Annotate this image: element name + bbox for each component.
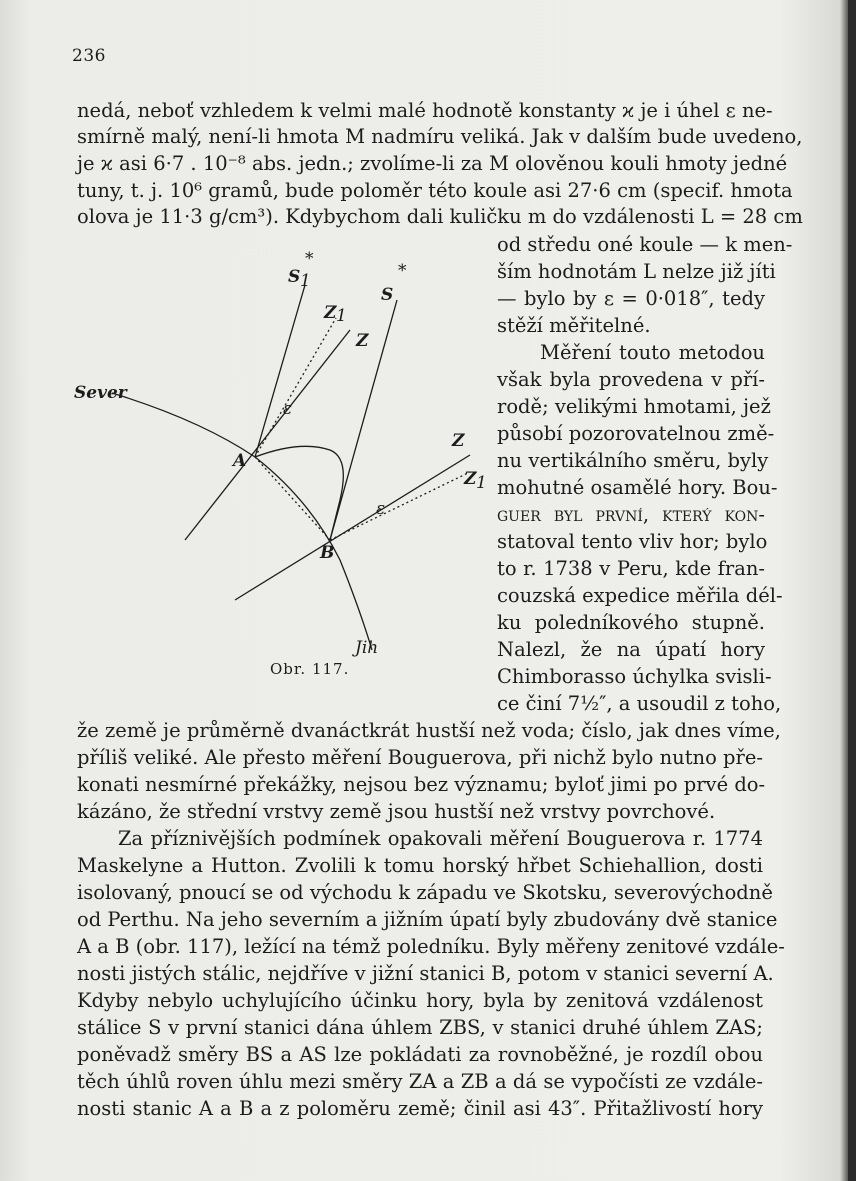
star-icon: * bbox=[305, 249, 314, 269]
text-line: poněvadž směry BS a AS lze pokládati za rovnoběžné, je rozdíl obou bbox=[77, 1043, 763, 1066]
column-text-line: statoval tento vliv hor; bylo bbox=[497, 530, 768, 553]
text-line: že země je průměrně dvanáctkrát hustší než voda; číslo, jak dnes víme, bbox=[77, 719, 781, 742]
text-line: olova je 11·3 g/cm³). Kdybychom dali kuličku m do vzdálenosti L = 28 cm bbox=[77, 205, 803, 228]
text-line: A a B (obr. 117), ležící na témž poledníku. Byly měřeny zenitové vzdále- bbox=[77, 935, 785, 958]
text-line: konati nesmírné překážky, nejsou bez významu; byloť jimi po prvé do- bbox=[77, 773, 766, 796]
text-line: je ϰ asi 6·7 . 10⁻⁸ abs. jedn.; zvolíme-li za M olověnou kouli hmoty jedné bbox=[77, 152, 788, 175]
column-text-line: Nalezl, že na úpatí hory bbox=[497, 638, 765, 661]
text-line: Za příznivějších podmínek opakovali měření Bouguerova r. 1774 bbox=[118, 827, 763, 850]
text-line: příliš veliké. Ale přesto měření Bouguerova, při nichž bylo nutno pře- bbox=[77, 746, 763, 769]
text-line: těch úhlů roven úhlu mezi směry ZA a ZB a dá se vypočísti ze vzdále- bbox=[77, 1070, 763, 1093]
text-line: isolovaný, pnoucí se od východu k západu ve Skotsku, severovýchodně bbox=[77, 881, 773, 904]
label-sever: Sever bbox=[74, 383, 127, 403]
text-line: tuny, t. j. 10⁶ gramů, bude poloměr této koule asi 27·6 cm (specif. hmota bbox=[77, 179, 793, 202]
label-S1: S bbox=[288, 267, 301, 287]
column-text-line: Měření touto metodou bbox=[540, 341, 765, 364]
column-text-line: však byla provedena v pří- bbox=[497, 368, 765, 391]
label-Z1-right-sub: 1 bbox=[476, 473, 487, 493]
column-text-line: nu vertikálního směru, byly bbox=[497, 449, 769, 472]
label-B: B bbox=[320, 543, 335, 563]
column-text-line: rodě; velikými hmotami, jež bbox=[497, 395, 771, 418]
column-text-line: couzská expedice měřila dél- bbox=[497, 584, 783, 607]
column-text-line: guer byl první, který kon- bbox=[497, 503, 765, 526]
column-text-line: — bylo by ε = 0·018″, tedy bbox=[497, 287, 765, 310]
figure-caption: Obr. 117. bbox=[270, 660, 350, 678]
column-text-line: ším hodnotám L nelze již jíti bbox=[497, 260, 776, 283]
column-text-line: působí pozorovatelnou změ- bbox=[497, 422, 775, 445]
mountain-profile bbox=[255, 446, 343, 540]
ray-A-S1 bbox=[255, 285, 305, 457]
text-line: smírně malý, není-li hmota M nadmíru veliká. Jak v dalším bude uvedeno, bbox=[77, 125, 803, 148]
text-line: kázáno, že střední vrstvy země jsou hustší než vrstvy povrchové. bbox=[77, 800, 716, 823]
label-jih: Jih bbox=[355, 638, 379, 658]
meridian-curve bbox=[112, 393, 372, 650]
column-text-line: Chimborasso úchylka svisli- bbox=[497, 665, 772, 688]
column-text-line: ce činí 7½″, a usoudil z toho, bbox=[497, 692, 782, 715]
text-line: nosti jistých stálic, nejdříve v jižní stanici B, potom v stanici severní A. bbox=[77, 962, 774, 985]
column-text-line: mohutné osamělé hory. Bou- bbox=[497, 476, 778, 499]
text-line: nosti stanic A a B a z poloměru země; činil asi 43″. Přitažlivostí hory bbox=[77, 1097, 763, 1120]
horizon-B bbox=[235, 455, 470, 600]
label-Z1-top-sub: 1 bbox=[336, 306, 347, 326]
label-epsilon-A: ε bbox=[283, 399, 293, 419]
label-Z1-top: Z bbox=[324, 303, 337, 323]
chord-A-B bbox=[255, 457, 330, 540]
zenith-B-dotted bbox=[330, 472, 470, 540]
text-line: Maskelyne a Hutton. Zvolili k tomu horský hřbet Schiehallion, dosti bbox=[77, 854, 763, 877]
label-S: S bbox=[381, 285, 394, 305]
label-Z-top: Z bbox=[356, 331, 369, 351]
label-epsilon-B: ε bbox=[376, 499, 386, 519]
column-text-line: ku poledníkového stupně. bbox=[497, 611, 765, 634]
column-text-line: stěží měřitelné. bbox=[497, 314, 651, 337]
label-Z1-right: Z bbox=[464, 469, 477, 489]
label-A: A bbox=[233, 451, 247, 471]
label-S1-sub: 1 bbox=[300, 271, 311, 291]
column-text-line: od středu oné koule — k men- bbox=[497, 233, 793, 256]
label-Z-right: Z bbox=[452, 431, 465, 451]
page-number: 236 bbox=[72, 46, 106, 66]
text-line: Kdyby nebylo uchylujícího účinku hory, byla by zenitová vzdálenost bbox=[77, 989, 763, 1012]
text-line: nedá, neboť vzhledem k velmi malé hodnotě konstanty ϰ je i úhel ε ne- bbox=[77, 99, 773, 122]
text-line: stálice S v první stanici dána úhlem ZBS, v stanici druhé úhlem ZAS; bbox=[77, 1016, 763, 1039]
text-line: od Perthu. Na jeho severním a jižním úpatí byly zbudovány dvě stanice bbox=[77, 908, 778, 931]
column-text-line: to r. 1738 v Peru, kde fran- bbox=[497, 557, 765, 580]
star-icon: * bbox=[398, 261, 407, 281]
